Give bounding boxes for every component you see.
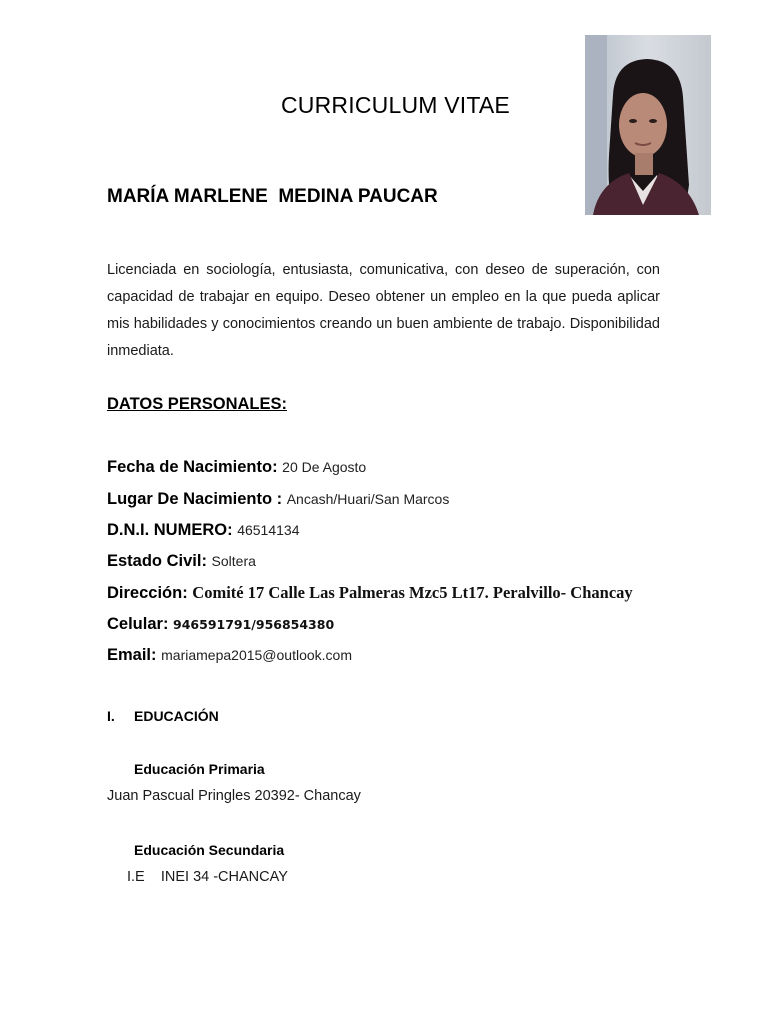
field-sep: : <box>162 615 174 633</box>
candidate-name: MARÍA MARLENE MEDINA PAUCAR <box>107 186 438 207</box>
field-value: 20 De Agosto <box>282 459 367 475</box>
address-row <box>107 583 633 603</box>
field-sep: : <box>227 521 238 539</box>
field-label: Fecha de Nacimiento <box>107 458 273 476</box>
field-sep: : <box>272 458 283 476</box>
field-label: Celular <box>107 615 163 633</box>
field-value: Comité 17 Calle Las Palmeras Mzc5 Lt17. Peralvillo- Chancay <box>192 583 633 602</box>
field-sep: : <box>201 552 212 570</box>
primary-education-heading: Educación Primaria <box>134 761 265 777</box>
field-label: Email <box>107 646 152 664</box>
field-value: 46514134 <box>237 522 300 538</box>
dni-row <box>107 521 299 540</box>
field-label: D.N.I. NUMERO <box>107 521 228 539</box>
civil-status-row <box>107 552 256 571</box>
secondary-education-heading: Educación Secundaria <box>134 842 285 858</box>
email-row <box>107 646 352 665</box>
education-heading: EDUCACIÓN <box>134 708 219 724</box>
primary-school: Juan Pascual Pringles 20392- Chancay <box>107 788 361 804</box>
profile-summary: Licenciada en sociología, entusiasta, comunicativa, con deseo de superación, con capacidad de trabajar en equipo. Deseo obtener un empleo en la que pueda aplicar mis habilidades y conocimientos creando un buen ambiente de trabajo. Disponibilidad inmediata. <box>107 262 660 359</box>
field-value: 946591791/956854380 <box>173 617 335 632</box>
birth-place-row <box>107 490 449 509</box>
field-value: Soltera <box>211 553 256 569</box>
field-sep: : <box>151 646 162 664</box>
email-value: mariamepa2015@outlook.com <box>161 647 352 663</box>
secondary-school: I.E INEI 34 -CHANCAY <box>127 869 288 885</box>
field-label: Dirección: <box>107 584 188 602</box>
field-value: Ancash/Huari/San Marcos <box>286 491 450 507</box>
personal-data-heading: DATOS PERSONALES: <box>107 395 287 413</box>
education-section-number: I. <box>107 708 115 724</box>
field-label: Estado Civil <box>107 552 202 570</box>
field-label: Lugar De Nacimiento <box>107 490 273 508</box>
profile-photo <box>585 35 711 215</box>
birth-date-row <box>107 458 366 477</box>
field-sep: : <box>272 490 287 508</box>
document-title: CURRICULUM VITAE <box>281 92 510 118</box>
phone-row <box>107 615 334 634</box>
